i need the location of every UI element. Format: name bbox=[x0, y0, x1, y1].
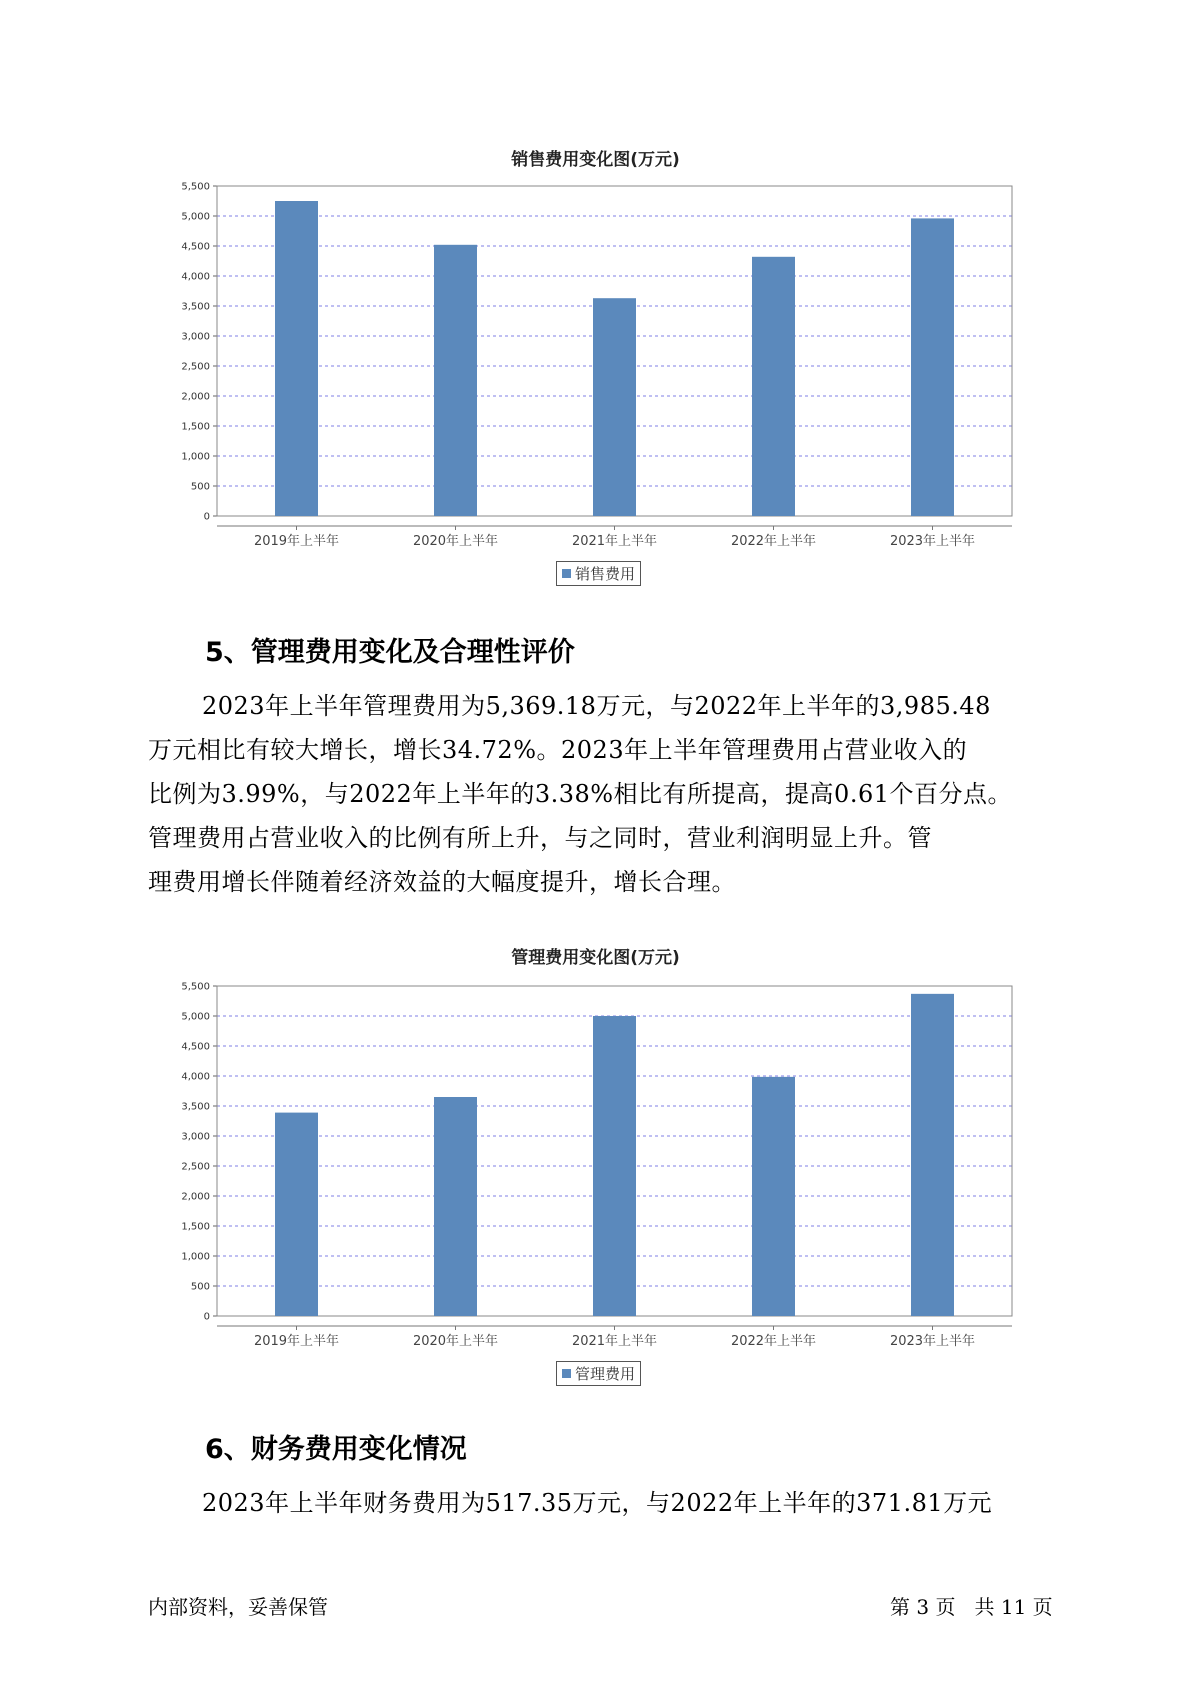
x-tick-label: 2022年上半年 bbox=[730, 534, 817, 549]
bar bbox=[434, 1097, 477, 1316]
y-tick-label: 500 bbox=[190, 1281, 210, 1293]
x-tick-label: 2023年上半年 bbox=[889, 534, 976, 549]
section5-paragraph bbox=[148, 684, 1044, 904]
legend-label: 管理费用 bbox=[575, 1365, 636, 1383]
paragraph-line: 比例为3.99%，与2022年上半年的3.38%相比有所提高，提高0.61个百分点。 bbox=[148, 780, 1012, 808]
y-tick-label: 500 bbox=[190, 481, 210, 493]
y-tick-label: 3,000 bbox=[181, 331, 210, 343]
bar bbox=[752, 1077, 795, 1316]
y-tick-label: 1,000 bbox=[181, 451, 210, 463]
y-tick-label: 4,500 bbox=[181, 1041, 210, 1053]
y-tick-label: 3,000 bbox=[181, 1131, 210, 1143]
x-tick-label: 2020年上半年 bbox=[412, 534, 499, 549]
bar bbox=[275, 1113, 318, 1316]
chart-legend-admin bbox=[556, 1361, 641, 1386]
y-tick-label: 5,000 bbox=[181, 211, 210, 223]
legend-swatch bbox=[562, 1369, 571, 1378]
x-tick-label: 2019年上半年 bbox=[253, 1334, 340, 1349]
paragraph-line: 2023年上半年财务费用为517.35万元，与2022年上半年的371.81万元 bbox=[202, 1489, 993, 1517]
paragraph-line: 2023年上半年管理费用为5,369.18万元，与2022年上半年的3,985.48 bbox=[202, 692, 991, 720]
x-tick-label: 2023年上半年 bbox=[889, 1334, 976, 1349]
chart-title-sales: 销售费用变化图(万元) bbox=[511, 150, 680, 170]
chart-title-admin: 管理费用变化图(万元) bbox=[511, 948, 680, 968]
bar bbox=[593, 1016, 636, 1316]
bar bbox=[593, 298, 636, 516]
x-tick-label: 2021年上半年 bbox=[571, 1334, 658, 1349]
y-tick-label: 4,000 bbox=[181, 1071, 210, 1083]
x-tick-label: 2019年上半年 bbox=[253, 534, 340, 549]
y-tick-label: 0 bbox=[203, 1311, 210, 1323]
x-tick-label: 2022年上半年 bbox=[730, 1334, 817, 1349]
paragraph-line: 管理费用占营业收入的比例有所上升，与之同时，营业利润明显上升。管 bbox=[148, 824, 932, 852]
y-tick-label: 2,500 bbox=[181, 1161, 210, 1173]
paragraph-line: 万元相比有较大增长，增长34.72%。2023年上半年管理费用占营业收入的 bbox=[148, 736, 968, 764]
section6-heading: 6、财务费用变化情况 bbox=[205, 1434, 467, 1465]
y-tick-label: 5,500 bbox=[181, 981, 210, 993]
bar bbox=[434, 245, 477, 516]
y-tick-label: 2,000 bbox=[181, 1191, 210, 1203]
bar bbox=[275, 201, 318, 516]
chart-legend-sales bbox=[556, 561, 641, 586]
y-tick-label: 3,500 bbox=[181, 301, 210, 313]
sales-expense-chart bbox=[0, 160, 1191, 549]
y-tick-label: 4,000 bbox=[181, 271, 210, 283]
bar bbox=[911, 994, 954, 1316]
y-tick-label: 2,500 bbox=[181, 361, 210, 373]
bar bbox=[752, 257, 795, 516]
legend-label: 销售费用 bbox=[575, 565, 636, 583]
y-tick-label: 4,500 bbox=[181, 241, 210, 253]
legend-swatch bbox=[562, 569, 571, 578]
y-tick-label: 1,000 bbox=[181, 1251, 210, 1263]
y-tick-label: 1,500 bbox=[181, 421, 210, 433]
y-tick-label: 0 bbox=[203, 511, 210, 523]
y-tick-label: 1,500 bbox=[181, 1221, 210, 1233]
x-tick-label: 2020年上半年 bbox=[412, 1334, 499, 1349]
y-tick-label: 5,000 bbox=[181, 1011, 210, 1023]
y-tick-label: 3,500 bbox=[181, 1101, 210, 1113]
paragraph-line: 理费用增长伴随着经济效益的大幅度提升，增长合理。 bbox=[148, 868, 736, 896]
x-tick-label: 2021年上半年 bbox=[571, 534, 658, 549]
footer-page-number: 第 3 页 共 11 页 bbox=[890, 1595, 1053, 1619]
footer-left: 内部资料，妥善保管 bbox=[148, 1595, 328, 1619]
admin-expense-chart bbox=[0, 960, 1191, 1349]
bar bbox=[911, 218, 954, 516]
y-tick-label: 5,500 bbox=[181, 181, 210, 193]
section5-heading: 5、管理费用变化及合理性评价 bbox=[205, 637, 575, 668]
section6-paragraph bbox=[148, 1481, 1044, 1525]
y-tick-label: 2,000 bbox=[181, 391, 210, 403]
